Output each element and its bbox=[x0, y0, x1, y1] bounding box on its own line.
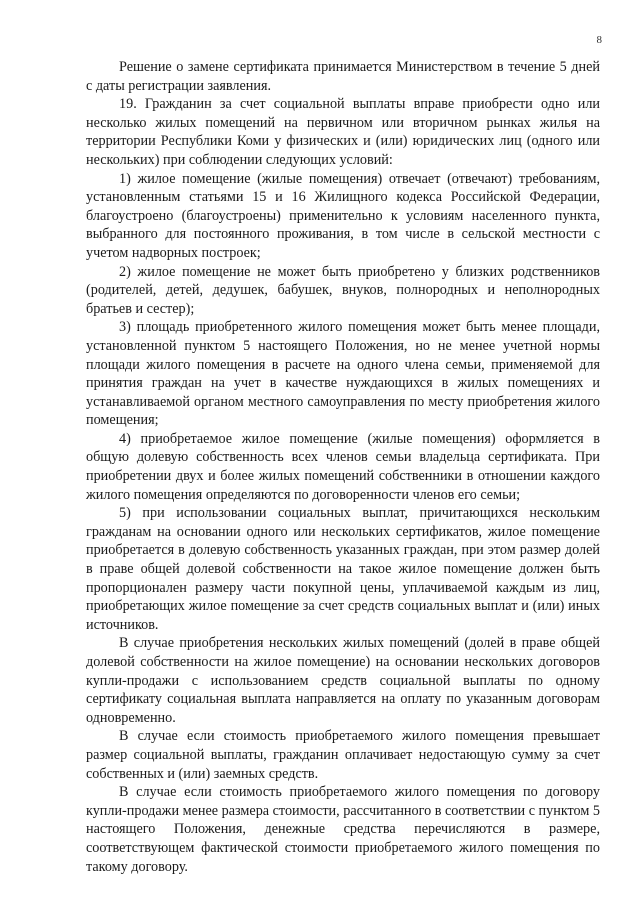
paragraph-condition-4: 4) приобретаемое жилое помещение (жилые помещения) оформляется в общую долевую собственность всех членов семьи владельца сертификата. При приобретении двух и более жилых помещений собственники в отношении каждого жилого помещения определяются по договоренности членов его семьи; bbox=[86, 430, 600, 503]
paragraph-certificate-replacement: Решение о замене сертификата принимается Министерством в течение 5 дней с даты регистрации заявления. bbox=[86, 59, 600, 94]
paragraph-cost-exceeds: В случае если стоимость приобретаемого жилого помещения превышает размер социальной выплаты, гражданин оплачивает недостающую сумму за счет собственных и (или) заемных средств. bbox=[86, 728, 600, 782]
paragraph-condition-2: 2) жилое помещение не может быть приобретено у близких родственников (родителей, детей, дедушек, бабушек, внуков, полнородных и неполнородных братьев и сестер); bbox=[86, 263, 600, 317]
paragraph-cost-below: В случае если стоимость приобретаемого жилого помещения по договору купли-продажи менее размера стоимости, рассчитанного в соответствии с пунктом 5 настоящего Положения, денежные средства перечисляются в размере, соответствующем фактической стоимости приобретаемого жилого помещения по такому договору. bbox=[86, 784, 600, 875]
paragraph-multiple-dwellings: В случае приобретения нескольких жилых помещений (долей в праве общей долевой собственности на жилое помещение) на основании нескольких договоров купли-продажи с использованием средств социальной выплаты по одному сертификату социальная выплата направляется на оплату по указанным договорам одновременно. bbox=[86, 635, 600, 726]
paragraph-condition-1: 1) жилое помещение (жилые помещения) отвечает (отвечают) требованиям, установленным статьями 15 и 16 Жилищного кодекса Российской Федерации, благоустроено (благоустроены) применительно к условиям населенного пункта, выбранного для постоянного проживания, в том числе в сельской местности с учетом надворных построек; bbox=[86, 170, 600, 261]
paragraph-condition-5: 5) при использовании социальных выплат, причитающихся нескольким гражданам на основании одного или нескольких сертификатов, жилое помещение приобретается в долевую собственность указанных граждан, при этом размер долей в праве общей долевой собственности на такое жилое помещение должен быть пропорционален размеру части покупной цены, уплачиваемой каждым из лиц, приобретающих жилое помещение за счет средств социальных выплат и (или) иных источников. bbox=[86, 505, 600, 633]
paragraph-condition-3: 3) площадь приобретенного жилого помещения может быть менее площади, установленной пунктом 5 настоящего Положения, но не менее учетной нормы площади жилого помещения в расчете на одного члена семьи, применяемой для принятия граждан на учет в качестве нуждающихся в жилых помещениях и устанавливаемой органом местного самоуправления по месту приобретения жилого помещения; bbox=[86, 319, 600, 429]
paragraph-clause-19: 19. Гражданин за счет социальной выплаты вправе приобрести одно или несколько жилых помещений на первичном или вторичном рынках жилья на территории Республики Коми у физических и (или) юридических лиц (одного или нескольких) при соблюдении следующих условий: bbox=[86, 96, 600, 168]
document-body bbox=[86, 58, 600, 876]
page-number: 8 bbox=[596, 34, 602, 46]
